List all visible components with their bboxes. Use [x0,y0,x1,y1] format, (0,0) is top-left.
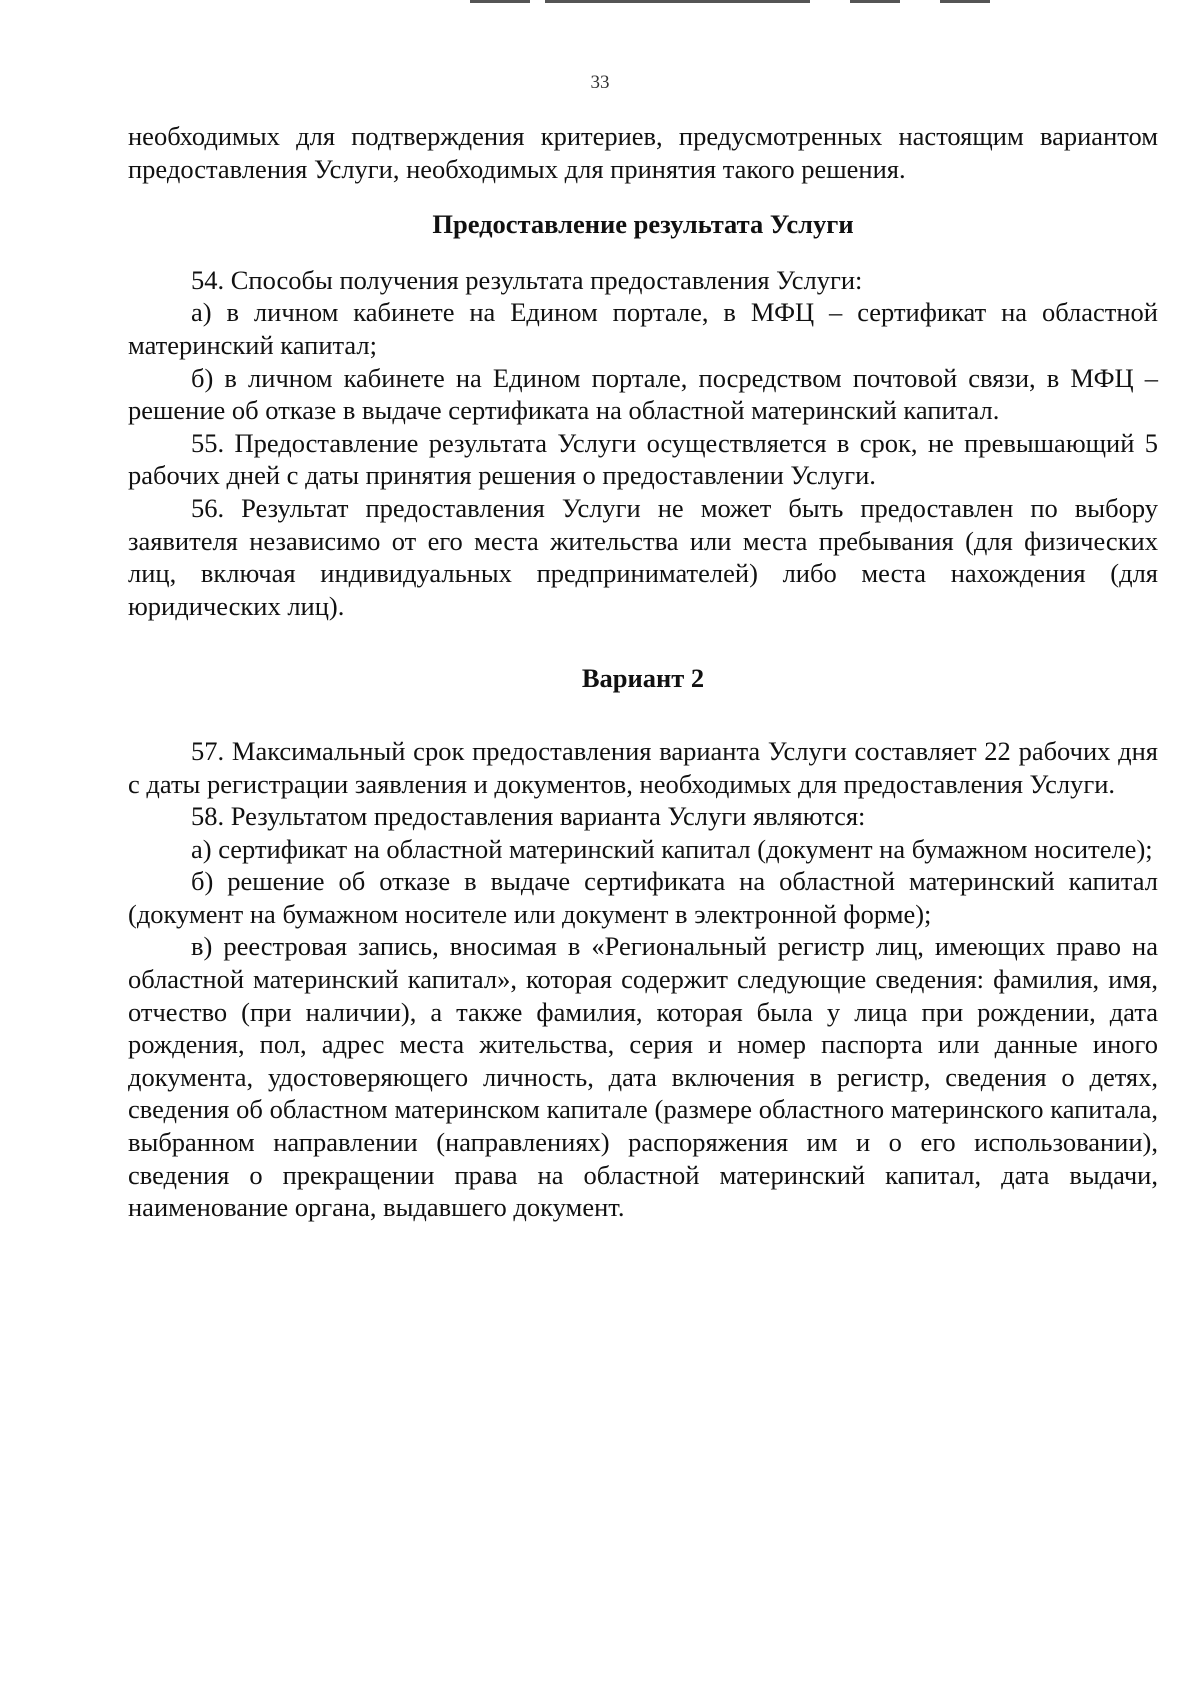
paragraph-58-c: в) реестровая запись, вносимая в «Региональный регистр лиц, имеющих право на областной материнский капитал», которая содержит следующие сведения: фамилия, имя, отчество (при наличии), а также фамилия, которая была у лица при рождении, дата рождения, пол, адрес места жительства, серия и номер паспорта или данные иного документа, удостоверяющего личность, дата включения в регистр, сведения о детях, сведения об областном материнском капитале (размере областного материнского капитала, выбранном направлении (направлениях) распоряжения им и о его использовании), сведения о прекращении права на областной материнский капитал, дата выдачи, наименование органа, выдавшего документ. [128,931,1158,1223]
paragraph-58: 58. Результатом предоставления варианта Услуги являются: [191,801,866,832]
paragraph-56: 56. Результат предоставления Услуги не может быть предоставлен по выбору заявителя независимо от его места жительства или места пребывания (для физических лиц, включая индивидуальных предпринимателей) либо места нахождения (для юридических лиц). [128,492,1158,621]
paragraph-55: 55. Предоставление результата Услуги осуществляется в срок, не превышающий 5 рабочих дней с даты принятия решения о предоставлении Услуги. [128,427,1158,491]
page-number: 33 [590,72,610,93]
paragraph-continuation: необходимых для подтверждения критериев, предусмотренных настоящим вариантом предоставления Услуги, необходимых для принятия такого решения. [128,121,1158,184]
paragraph-58-a: а) сертификат на областной материнский капитал (документ на бумажном носителе); [191,833,1153,864]
paragraph-54-a: а) в личном кабинете на Едином портале, в МФЦ – сертификат на областной материнский капитал; [128,297,1158,360]
section-heading-variant-2: Вариант 2 [581,663,705,694]
document-body [128,120,1158,1224]
scan-artifact [940,0,990,3]
scan-artifact [470,0,530,3]
paragraph-57: 57. Максимальный срок предоставления варианта Услуги составляет 22 рабочих дня с даты регистрации заявления и документов, необходимых для предоставления Услуги. [128,735,1158,799]
section-heading-result: Предоставление результата Услуги [432,209,854,240]
scan-artifact [545,0,810,3]
scan-artifact [850,0,900,3]
paragraph-54: 54. Способы получения результата предоставления Услуги: [191,264,863,295]
paragraph-54-b: б) в личном кабинете на Едином портале, посредством почтовой связи, в МФЦ – решение об отказе в выдаче сертификата на областной материнский капитал. [128,362,1158,426]
paragraph-58-b: б) решение об отказе в выдаче сертификата на областной материнский капитал (документ на бумажном носителе или документ в электронной форме); [128,866,1158,929]
